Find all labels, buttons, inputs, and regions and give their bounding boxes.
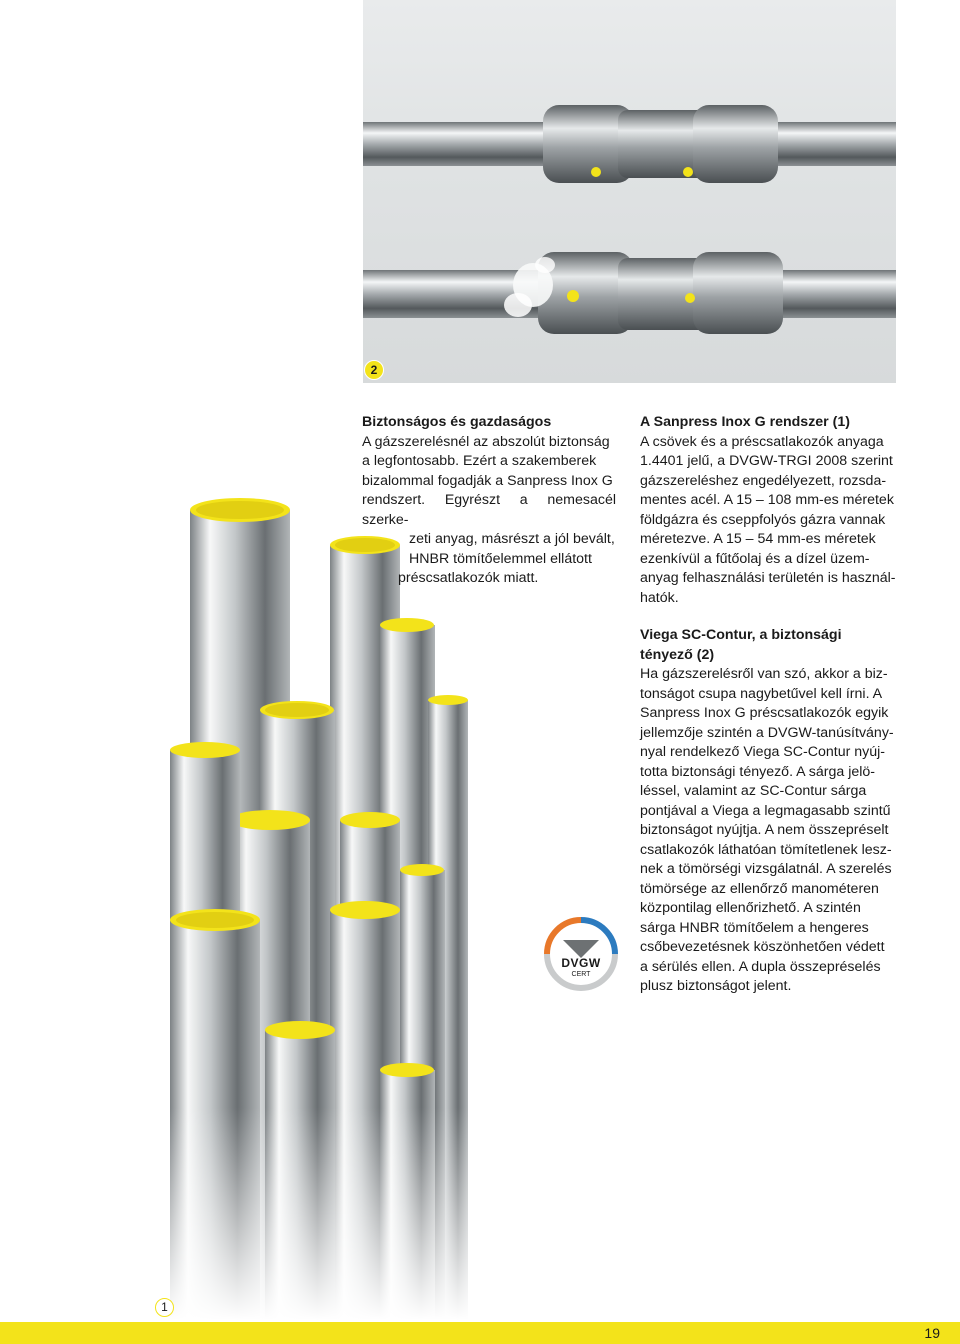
- text-line: biztonságot nyújtja. A nem összepréselt: [640, 822, 889, 838]
- footer-bar: [0, 1322, 960, 1344]
- text-line: rendszert. Egyrészt a nemesacél szerke-: [362, 492, 616, 528]
- section-heading-sc-contur: Viega SC-Contur, a biztonsági: [640, 627, 842, 643]
- text-line: jellemzője szintén a DVGW-tanúsítvány-: [640, 724, 894, 741]
- figure-number-2: 2: [364, 360, 384, 380]
- text-line: földgázra és cseppfolyós gázra vannak: [640, 511, 886, 528]
- dvgw-cert-logo: [541, 914, 621, 994]
- text-line: a sérülés ellen. A dupla összepréselés: [640, 958, 881, 975]
- text-line: csőbevezetésnek köszönhetően védett: [640, 939, 885, 955]
- text-line: A gázszerelésnél az abszolút biztonság: [362, 433, 610, 450]
- text-line: sárga HNBR tömítőelem a hengeres: [640, 919, 869, 936]
- text-line: anyag felhasználási területén is használ-: [640, 570, 896, 586]
- text-line: ezenkívül a fűtőolaj és a dízel üzem-: [640, 550, 870, 567]
- dvgw-logo-text: DVGW: [561, 956, 601, 970]
- photo-pipe-bundle: [170, 470, 470, 1320]
- text-line: A csövek és a préscsatlakozók anyaga: [640, 433, 884, 450]
- section-heading-sanpress: A Sanpress Inox G rendszer (1): [640, 414, 850, 430]
- intro-text-block: [362, 413, 616, 589]
- text-line: gázszereléshez engedélyezett, rozsda-: [640, 472, 887, 489]
- text-line: hatók.: [640, 589, 679, 606]
- text-line: totta biztonsági tényező. A sárga jelö-: [640, 763, 876, 780]
- text-line: Sanpress Inox G préscsatlakozók egyik: [640, 705, 889, 721]
- text-line: nyal rendelkező Viega SC-Contur nyúj-: [640, 744, 885, 760]
- text-line: 1.4401 jelű, a DVGW-TRGI 2008 szerint: [640, 453, 893, 469]
- text-line: léssel, valamint az SC-Contur sárga: [640, 783, 867, 799]
- text-line: tonságot csupa nagybetűvel kell írni. A: [640, 685, 883, 702]
- text-line: HNBR tömítőelemmel ellátott: [409, 550, 592, 567]
- text-line: csatlakozók láthatóan tömítetlenek lesz-: [640, 841, 892, 858]
- photo-press-fittings: [363, 0, 896, 383]
- text-line: mentes acél. A 15 – 108 mm-es méretek: [640, 492, 894, 508]
- text-line: pontjával a Viega a legmagasabb szintű: [640, 802, 891, 819]
- section-title-safety: Biztonságos és gazdaságos: [362, 414, 552, 430]
- figure-number-1: 1: [155, 1298, 174, 1317]
- text-line: méretezve. A 15 – 54 mm-es méretek: [640, 531, 876, 547]
- sc-contur-text-block: [640, 626, 898, 997]
- press-fittings-illustration: [363, 0, 896, 383]
- text-line: bizalommal fogadják a Sanpress Inox G: [362, 472, 613, 489]
- section-heading-sc-contur-cont: tényező (2): [640, 646, 715, 663]
- text-line: préscsatlakozók miatt.: [398, 570, 539, 586]
- text-line: nek a tömörségi vizsgálatnál. A szerelés: [640, 861, 892, 877]
- text-line: plusz biztonságot jelent.: [640, 978, 792, 994]
- text-line: Ha gázszerelésről van szó, akkor a biz-: [640, 666, 888, 682]
- text-line: zeti anyag, másrészt a jól bevált,: [409, 531, 615, 547]
- dvgw-logo-subtext: CERT: [571, 971, 591, 978]
- text-line: tömörsége az ellenőrző manométeren: [640, 880, 879, 897]
- page-number: 19: [924, 1325, 940, 1341]
- text-line: a legfontosabb. Ezért a szakemberek: [362, 453, 597, 469]
- sanpress-text-block: [640, 413, 898, 608]
- text-line: központilag ellenőrizhető. A szintén: [640, 900, 861, 916]
